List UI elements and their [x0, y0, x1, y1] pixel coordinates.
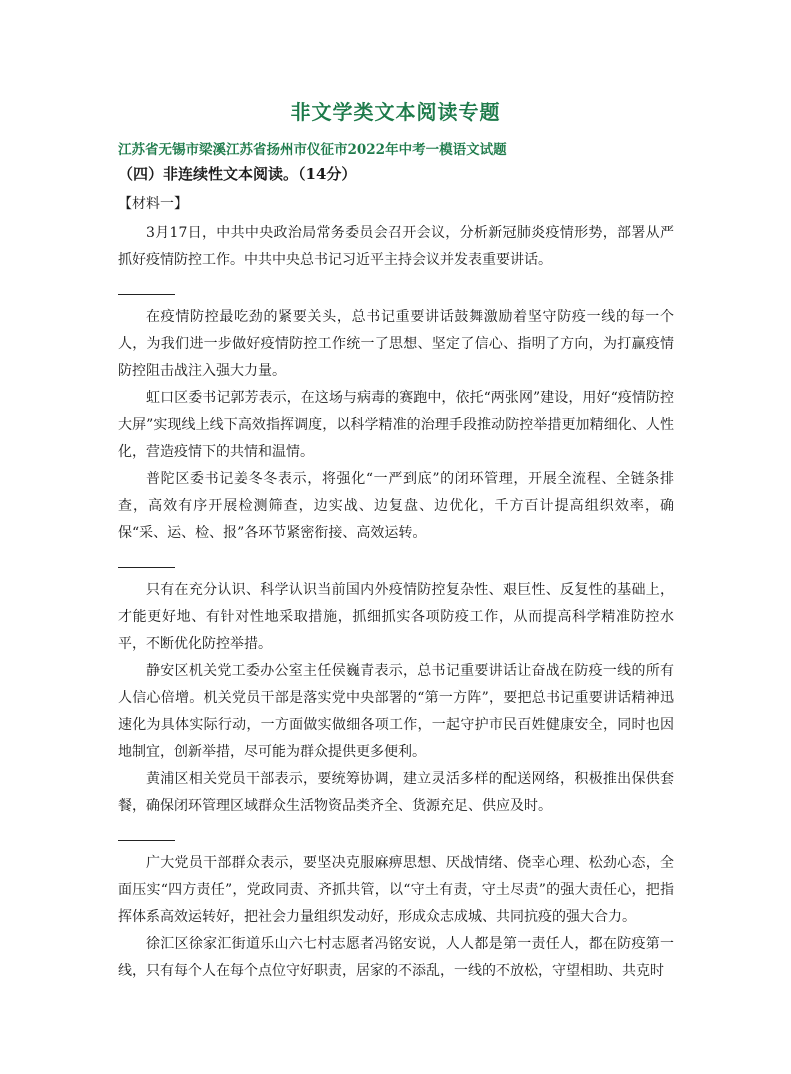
paragraph: 普陀区委书记姜冬冬表示，将强化“一严到底”的闭环管理，开展全流程、全链条排查，高效有序开展检测筛查，边实战、边复盘、边优化，千方百计提高组织效率，确保“采、运、检、报”各环节紧密衔接、高效运转。 — [118, 471, 674, 541]
blank-line — [118, 567, 175, 568]
document-title: 非文学类文本阅读专题 — [290, 100, 501, 124]
paragraph: 虹口区委书记郭芳表示，在这场与病毒的赛跑中，依托“两张网”建设，用好“疫情防控大屏”实现线上线下高效指挥调度，以科学精准的治理手段推动防控举措更加精细化、人性化，营造疫情下的共情和温情。 — [118, 390, 674, 460]
paragraph: 静安区机关党工委办公室主任侯巍青表示，总书记重要讲话让奋战在防疫一线的所有人信心倍增。机关党员干部是落实党中央部署的“第一方阵”，要把总书记重要讲话精神迅速化为具体实际行动，一方面做实做细各项工作，一起守护市民百姓健康安全，同时也因地制宜，创新举措，尽可能为群众提供更多便利。 — [118, 663, 674, 760]
paragraph: 广大党员干部群众表示，要坚决克服麻痹思想、厌战情绪、侥幸心理、松劲心态，全面压实“四方责任”，党政同责、齐抓共管，以“守土有责，守土尽责”的强大责任心，把指挥体系高效运转好，把社会力量组织发动好，形成众志成城、共同抗疫的强大合力。 — [118, 855, 674, 925]
paragraph: 只有在充分认识、科学认识当前国内外疫情防控复杂性、艰巨性、反复性的基础上，才能更好地、有针对性地采取措施，抓细抓实各项防疫工作，从而提高科学精准防控水平，不断优化防控举措。 — [118, 582, 674, 652]
exam-source: 江苏省无锡市梁溪江苏省扬州市仪征市2022年中考一模语文试题 — [118, 142, 507, 158]
blank-line — [118, 294, 175, 295]
paragraph: 黄浦区相关党员干部表示，要统筹协调，建立灵活多样的配送网络，积极推出保供套餐，确保闭环管理区域群众生活物资品类齐全、货源充足、供应及时。 — [118, 771, 674, 814]
blank-line — [118, 840, 175, 841]
paragraph: 在疫情防控最吃劲的紧要关头，总书记重要讲话鼓舞激励着坚守防疫一线的每一个人，为我们进一步做好疫情防控工作统一了思想、坚定了信心、指明了方向，为打赢疫情防控阻击战注入强大力量。 — [118, 309, 674, 379]
material-label: 【材料一】 — [118, 196, 188, 212]
article-body — [118, 220, 674, 985]
intro-paragraph: 3月17日，中共中央政治局常务委员会召开会议，分析新冠肺炎疫情形势，部署从严抓好疫情防控工作。中共中央总书记习近平主持会议并发表重要讲话。 — [118, 225, 674, 268]
section-heading: （四）非连续性文本阅读。（14分） — [118, 165, 357, 183]
paragraph: 徐汇区徐家汇街道乐山六七村志愿者冯铭安说，人人都是第一责任人，都在防疫第一线，只有每个人在每个点位守好职责，居家的不添乱，一线的不放松，守望相助、共克时 — [118, 936, 674, 979]
